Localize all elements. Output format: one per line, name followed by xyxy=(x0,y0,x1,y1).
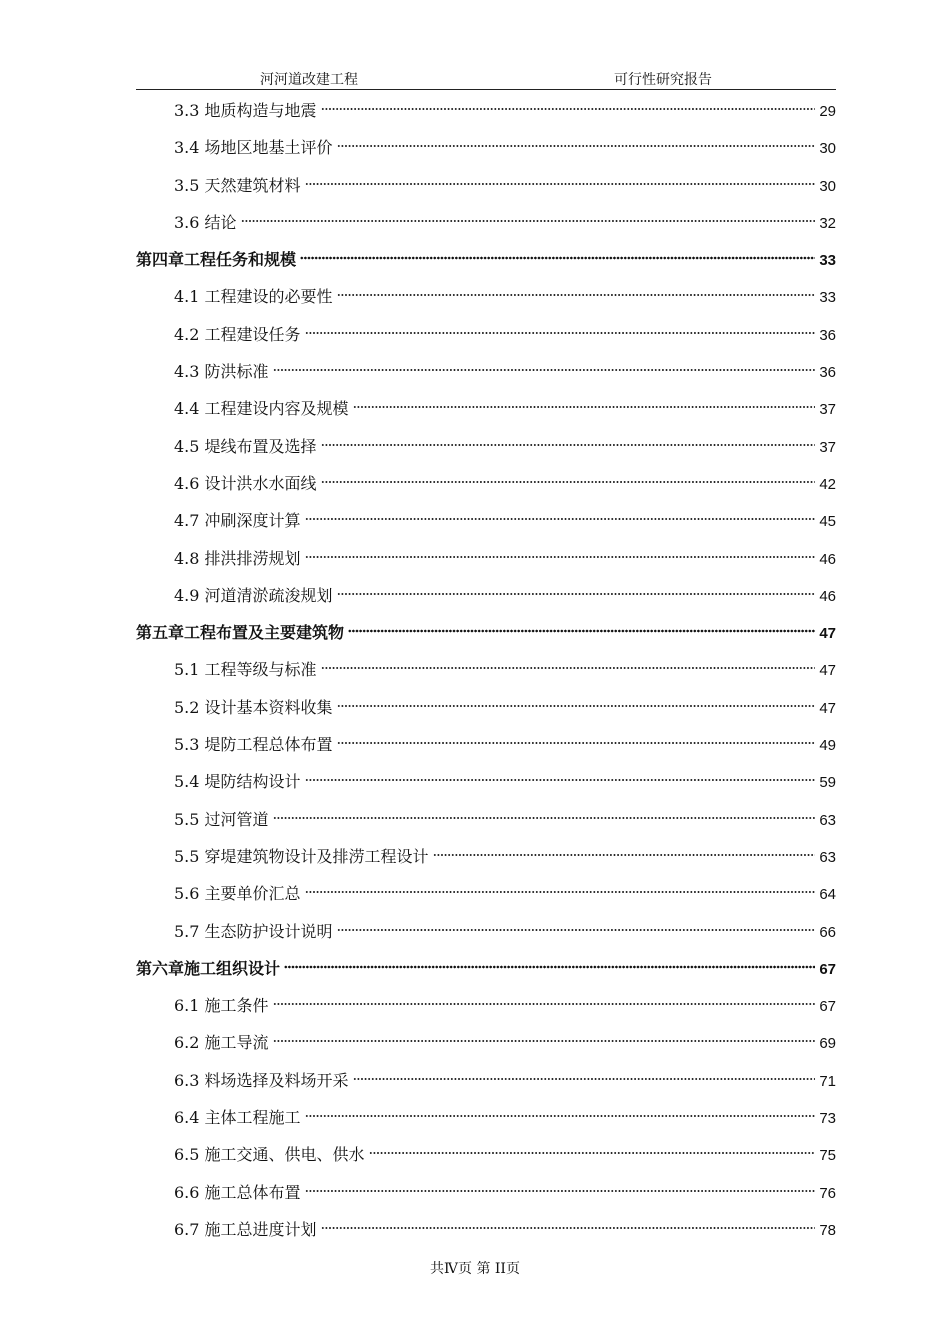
toc-dot-leader xyxy=(305,554,816,560)
toc-page-number: 67 xyxy=(819,960,836,978)
toc-section-entry[interactable] xyxy=(136,875,836,912)
toc-dot-leader xyxy=(321,106,816,112)
toc-entry-label: 5.2 设计基本资料收集 xyxy=(174,697,333,717)
toc-section-entry[interactable] xyxy=(136,1024,836,1061)
toc-entry-label: 4.2 工程建设任务 xyxy=(174,324,301,344)
toc-dot-leader xyxy=(353,1076,816,1082)
toc-section-entry[interactable] xyxy=(136,987,836,1024)
toc-entry-label: 5.3 堤防工程总体布置 xyxy=(174,735,333,755)
toc-dot-leader xyxy=(337,143,816,149)
toc-entry-label: 6.4 主体工程施工 xyxy=(174,1108,301,1128)
toc-page-number: 30 xyxy=(819,177,836,195)
toc-page-number: 64 xyxy=(819,886,836,904)
toc-section-entry[interactable] xyxy=(136,1211,836,1248)
toc-page-number: 36 xyxy=(819,364,836,382)
toc-entry-label: 5.5 穿堤建筑物设计及排涝工程设计 xyxy=(174,846,429,866)
toc-section-entry[interactable] xyxy=(136,540,836,577)
toc-page-number: 71 xyxy=(819,1072,836,1090)
toc-dot-leader xyxy=(369,1150,816,1156)
toc-section-entry[interactable] xyxy=(136,726,836,763)
toc-entry-label: 6.6 施工总体布置 xyxy=(174,1182,301,1202)
toc-page-number: 33 xyxy=(819,289,836,307)
toc-page-number: 46 xyxy=(819,587,836,605)
toc-dot-leader xyxy=(305,181,816,187)
toc-section-entry[interactable] xyxy=(136,763,836,800)
toc-section-entry[interactable] xyxy=(136,129,836,166)
toc-page-number: 78 xyxy=(819,1221,836,1239)
toc-section-entry[interactable] xyxy=(136,502,836,539)
toc-dot-leader xyxy=(337,927,816,933)
toc-dot-leader xyxy=(305,1188,816,1194)
toc-entry-label: 6.7 施工总进度计划 xyxy=(174,1219,317,1239)
toc-entry-label: 4.4 工程建设内容及规模 xyxy=(174,399,349,419)
toc-dot-leader xyxy=(337,703,816,709)
toc-entry-label: 5.6 主要单价汇总 xyxy=(174,884,301,904)
toc-entry-label: 3.5 天然建筑材料 xyxy=(174,175,301,195)
table-of-contents xyxy=(136,92,836,1248)
toc-section-entry[interactable] xyxy=(136,278,836,315)
toc-page-number: 46 xyxy=(819,550,836,568)
toc-entry-label: 5.7 生态防护设计说明 xyxy=(174,921,333,941)
toc-section-entry[interactable] xyxy=(136,204,836,241)
toc-section-entry[interactable] xyxy=(136,1099,836,1136)
toc-page-number: 75 xyxy=(819,1147,836,1165)
toc-section-entry[interactable] xyxy=(136,913,836,950)
toc-entry-label: 5.1 工程等级与标准 xyxy=(174,660,317,680)
toc-entry-label: 第五章工程布置及主要建筑物 xyxy=(136,623,345,643)
toc-page-number: 69 xyxy=(819,1035,836,1053)
toc-entry-label: 第四章工程任务和规模 xyxy=(136,250,297,270)
toc-dot-leader xyxy=(321,1225,816,1231)
toc-section-entry[interactable] xyxy=(136,428,836,465)
toc-section-entry[interactable] xyxy=(136,651,836,688)
toc-entry-label: 4.5 堤线布置及选择 xyxy=(174,436,317,456)
toc-dot-leader xyxy=(273,1038,816,1044)
toc-section-entry[interactable] xyxy=(136,838,836,875)
toc-dot-leader xyxy=(273,1001,816,1007)
toc-dot-leader xyxy=(273,367,816,373)
toc-dot-leader xyxy=(305,1113,816,1119)
toc-section-entry[interactable] xyxy=(136,92,836,129)
toc-entry-label: 6.1 施工条件 xyxy=(174,996,269,1016)
header-project-title: 河河道改建工程 xyxy=(260,72,358,88)
toc-page-number: 32 xyxy=(819,214,836,232)
toc-section-entry[interactable] xyxy=(136,801,836,838)
toc-entry-label: 6.5 施工交通、供电、供水 xyxy=(174,1145,365,1165)
toc-entry-label: 4.8 排洪排涝规划 xyxy=(174,548,301,568)
toc-chapter-entry[interactable] xyxy=(136,614,836,651)
toc-page-number: 29 xyxy=(819,103,836,120)
toc-dot-leader xyxy=(321,665,816,671)
toc-dot-leader xyxy=(300,255,815,261)
toc-dot-leader xyxy=(337,740,816,746)
toc-entry-label: 5.5 过河管道 xyxy=(174,809,269,829)
toc-dot-leader xyxy=(273,815,816,821)
toc-dot-leader xyxy=(433,852,816,858)
toc-dot-leader xyxy=(337,292,816,298)
toc-page-number: 73 xyxy=(819,1110,836,1128)
toc-entry-label: 4.3 防洪标准 xyxy=(174,362,269,382)
toc-page-number: 36 xyxy=(819,326,836,344)
toc-section-entry[interactable] xyxy=(136,689,836,726)
toc-page-number: 30 xyxy=(819,140,836,158)
toc-page-number: 59 xyxy=(819,774,836,792)
toc-dot-leader xyxy=(348,628,815,634)
toc-page-number: 63 xyxy=(819,811,836,829)
toc-section-entry[interactable] xyxy=(136,390,836,427)
toc-page-number: 49 xyxy=(819,737,836,755)
toc-section-entry[interactable] xyxy=(136,1174,836,1211)
toc-page-number: 33 xyxy=(819,252,836,270)
toc-section-entry[interactable] xyxy=(136,353,836,390)
toc-page-number: 47 xyxy=(819,699,836,717)
toc-section-entry[interactable] xyxy=(136,1062,836,1099)
header-report-type: 可行性研究报告 xyxy=(614,72,712,88)
page-header xyxy=(136,68,836,90)
toc-entry-label: 4.6 设计洪水水面线 xyxy=(174,473,317,493)
toc-entry-label: 3.6 结论 xyxy=(174,212,237,232)
toc-entry-label: 6.2 施工导流 xyxy=(174,1033,269,1053)
toc-page-number: 37 xyxy=(819,438,836,456)
toc-dot-leader xyxy=(305,889,816,895)
toc-dot-leader xyxy=(305,777,816,783)
toc-entry-label: 6.3 料场选择及料场开采 xyxy=(174,1070,349,1090)
toc-page-number: 76 xyxy=(819,1184,836,1202)
toc-section-entry[interactable] xyxy=(136,167,836,204)
toc-entry-label: 3.3 地质构造与地震 xyxy=(174,101,317,120)
toc-dot-leader xyxy=(337,591,816,597)
toc-section-entry[interactable] xyxy=(136,316,836,353)
toc-entry-label: 5.4 堤防结构设计 xyxy=(174,772,301,792)
toc-section-entry[interactable] xyxy=(136,577,836,614)
toc-dot-leader xyxy=(284,964,815,970)
toc-dot-leader xyxy=(305,330,816,336)
toc-dot-leader xyxy=(241,218,816,224)
toc-page-number: 47 xyxy=(819,662,836,680)
toc-dot-leader xyxy=(305,516,816,522)
toc-page-number: 37 xyxy=(819,401,836,419)
toc-page-number: 66 xyxy=(819,923,836,941)
toc-page-number: 67 xyxy=(819,998,836,1016)
toc-entry-label: 4.9 河道清淤疏浚规划 xyxy=(174,585,333,605)
toc-dot-leader xyxy=(321,479,816,485)
toc-chapter-entry[interactable] xyxy=(136,241,836,278)
toc-page-number: 47 xyxy=(819,625,836,643)
toc-dot-leader xyxy=(321,442,816,448)
toc-page-number: 42 xyxy=(819,475,836,493)
toc-section-entry[interactable] xyxy=(136,1136,836,1173)
toc-page-number: 63 xyxy=(819,848,836,866)
toc-entry-label: 3.4 场地区地基土评价 xyxy=(174,138,333,158)
toc-chapter-entry[interactable] xyxy=(136,950,836,987)
toc-entry-label: 第六章施工组织设计 xyxy=(136,958,281,978)
toc-section-entry[interactable] xyxy=(136,465,836,502)
page-footer: 共Ⅳ页 第 II页 xyxy=(430,1261,520,1277)
toc-entry-label: 4.7 冲刷深度计算 xyxy=(174,511,301,531)
toc-entry-label: 4.1 工程建设的必要性 xyxy=(174,287,333,307)
toc-dot-leader xyxy=(353,404,816,410)
toc-page-number: 45 xyxy=(819,513,836,531)
